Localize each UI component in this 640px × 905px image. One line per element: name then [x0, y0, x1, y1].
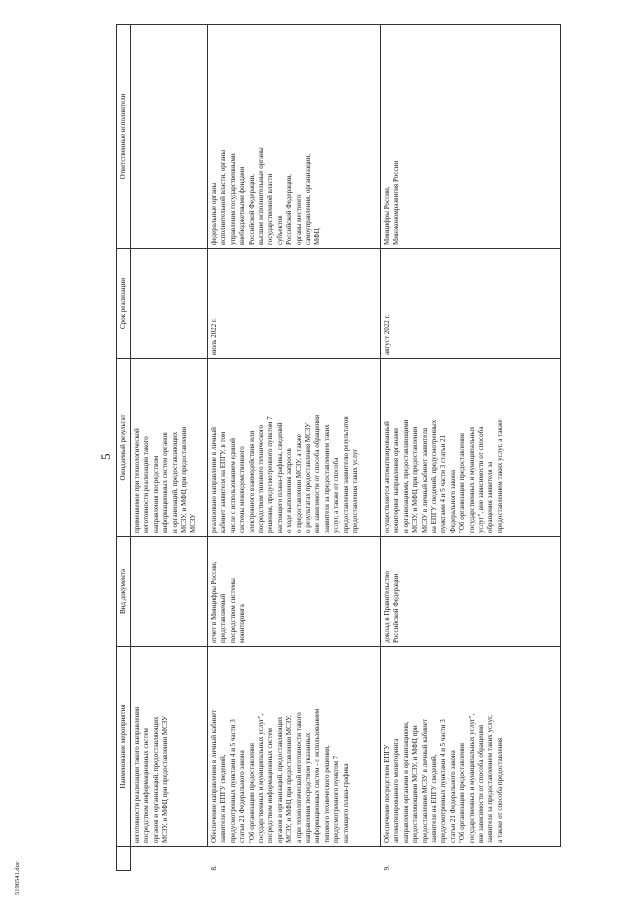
table-header-row	[117, 25, 131, 871]
document-type: доклад в Правительство Российской Федерации	[381, 537, 561, 647]
header-responsible: Ответственные исполнители	[117, 25, 131, 249]
action-plan-table	[116, 24, 561, 871]
expected-result: реализовано направление в личный кабинет заявителя на ЕПГУ, в том числе с использованием единой системы межведомственного электронного взаимодействия или посредством типового технического решения, предусмотренного пунктом 7 настоящего плана-графика, сведений о ходе выполнения запросов о предоставлении МСЗУ, а также о результатах предоставления МСЗУ вне зависимости от способа обращения заявителя за предоставлением таких услуг, а также от способа предоставления заявителю результатов предоставления таких услуг	[208, 359, 381, 537]
expected-result: осуществляется автоматизированный мониторинг направления органами и организациями, предоставляющими МСЗУ, и МФЦ при предоставлении МСЗУ в личный кабинет заявителя на ЕПГУ сведений, предусмотренных пунктами 4 и 5 части 3 статьи 21 Федерального закона "Об организации предоставления государственных и муниципальных услуг", вне зависимости от способа обращения заявителя за предоставлением таких услуг, а также	[381, 359, 561, 537]
document-type	[131, 537, 208, 647]
header-term: Срок реализации	[117, 249, 131, 359]
responsible	[131, 25, 208, 249]
document-file-code: 5196541.doc	[14, 861, 21, 895]
term	[131, 249, 208, 359]
table-row	[131, 25, 208, 871]
expected-result: применяемое при технологической неготовности реализации такого направления посредством информационных систем органов и организаций, предоставляющих МСЗУ, и МФЦ при предоставлении МСЗУ	[131, 359, 208, 537]
header-expected-result: Ожидаемый результат	[117, 359, 131, 537]
term: август 2022 г.	[381, 249, 561, 359]
header-index-cell	[117, 847, 131, 871]
page-number: 5	[98, 453, 113, 460]
header-name: Наименование мероприятия	[117, 647, 131, 847]
row-index: 9.	[381, 847, 561, 871]
term: июль 2022 г.	[208, 249, 381, 359]
measure-name: Обеспечение направления в личный кабинет заявителя на ЕПГУ сведений, предусмотренных пунктами 4 и 5 части 3 статьи 21 Федерального закона "Об организации предоставления государственных и муниципальных услуг", посредством информационных систем органов и организаций, предоставляющих МСЗУ, и МФЦ при предоставлении МСЗУ, а при технологической неготовности такого направления посредством указанных информационных систем - с использованием типового технического решения, предусмотренного пунктом 7 настоящего плана-графика	[208, 647, 381, 847]
measure-name: неготовности реализации такого направления посредством информационных систем органов и организаций, предоставляющих МСЗУ, и МФЦ при предоставлении МСЗУ	[131, 647, 208, 847]
header-document-type: Вид документа	[117, 537, 131, 647]
row-index	[131, 847, 208, 871]
document-type: отчет в Минцифры России, представляемый посредством системы мониторинга	[208, 537, 381, 647]
responsible: федеральные органы исполнительной власти, органы управления государственными внебюджетными фондами Российской Федерации, высшие исполнительные органы государственной власти субъектов Российской Федерации, органы местного самоуправления, организации, МФЦ	[208, 25, 381, 249]
row-index: 8.	[208, 847, 381, 871]
table-row	[208, 25, 381, 871]
measure-name: Обеспечение посредством ЕПГУ автоматизированного мониторинга направления органами и организациями, предоставляющими МСЗУ, и МФЦ при предоставлении МСЗУ в личный кабинет заявителя на ЕПГУ сведений, предусмотренных пунктами 4 и 5 части 3 статьи 21 Федерального закона "Об организации предоставления государственных и муниципальных услуг", вне зависимости от способа обращения заявителя за предоставлением таких услуг, а также от способа предоставления	[381, 647, 561, 847]
responsible: Минцифры России, Минэкономразвития России	[381, 25, 561, 249]
table-row	[381, 25, 561, 871]
